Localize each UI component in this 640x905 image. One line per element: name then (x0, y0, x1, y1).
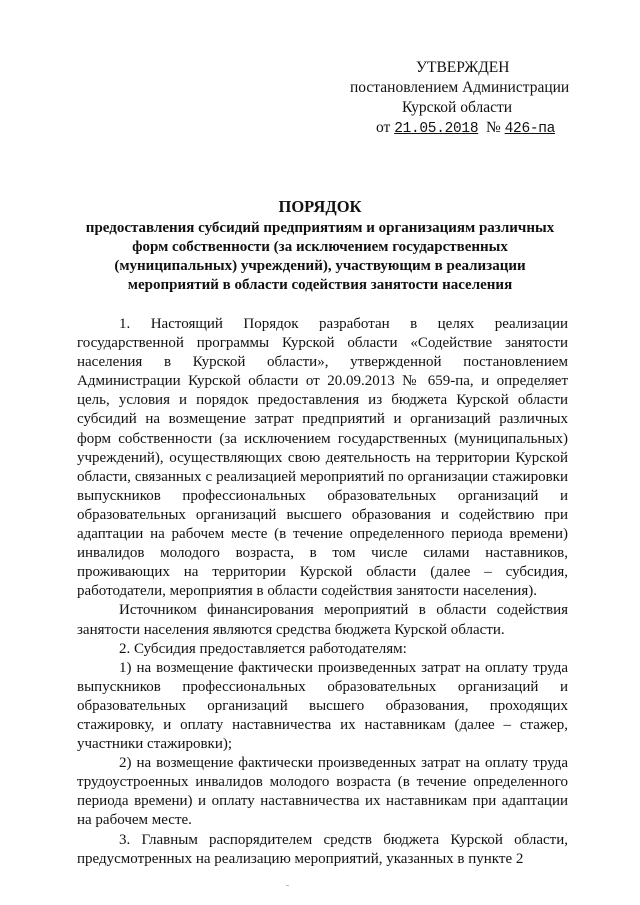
approval-date: 21.05.2018 (394, 121, 479, 137)
document-title: ПОРЯДОК (278, 197, 362, 216)
approval-date-line (350, 118, 580, 139)
from-label: от (376, 119, 391, 136)
document-heading (72, 196, 568, 295)
paragraph-2: Источником финансирования мероприятий в области содействия занятости населения являются средства бюджета Курской области. (77, 602, 568, 638)
heading-line-1: предоставления субсидий предприятиям и организациям различных (85, 220, 555, 236)
approval-line-1: постановлением Администрации (350, 79, 570, 96)
paragraph-6: 3. Главным распорядителем средств бюджета Курской области, предусмотренных на реализацию мероприятий, указанных в пункте 2 (77, 831, 568, 867)
paragraph-4: 1) на возмещение фактически произведенных затрат на оплату труда выпускников профессиональных образовательных организаций и образовательных организаций высшего образования, проходящих стажировку, и оплату наставничества их наставникам (далее – стажер, участники стажировки); (77, 659, 568, 753)
paragraph-5: 2) на возмещение фактически произведенных затрат на оплату труда трудоустроенных инвалидов молодого возраста (в течение определенного периода времени) и оплату наставничества их наставникам при адаптации на рабочем месте. (77, 755, 568, 829)
document-body (77, 315, 568, 869)
heading-line-3: (муниципальных) учреждений), участвующим в реализации (114, 258, 526, 274)
approval-number: 426-па (504, 121, 556, 137)
heading-line-2: форм собственности (за исключением государственных (132, 239, 508, 255)
approval-title: УТВЕРЖДЕН (416, 59, 510, 76)
paragraph-1: 1. Настоящий Порядок разработан в целях реализации государственной программы Курской области «Содействие занятости населения в Курской области», утвержденной постановлением Администрации Курской области от 20.09.2013 № 659-па, и определяет цель, условия и порядок предоставления из бюджета Курской области субсидий на возмещение затрат предприятий и организаций различных форм собственности (за исключением государственных (муниципальных) учреждений), осуществляющих свою деятельность на территории Курской области, связанных с реализацией мероприятий по организации стажировки выпускников профессиональных образовательных организаций и образовательных организаций высшего образования и содействию при адаптации на рабочем месте (в течение определенного периода времени) инвалидов молодого возраста, в том числе силами наставников, проживающих на территории Курской области (далее – субсидия, работодатели, мероприятия в области содействия занятости населения). (77, 316, 568, 600)
scan-speck (286, 885, 289, 886)
number-label: № (485, 119, 501, 136)
paragraph-3: 2. Субсидия предоставляется работодателям: (119, 640, 407, 657)
approval-block (350, 58, 580, 139)
heading-line-4: мероприятий в области содействия занятости населения (127, 277, 513, 293)
approval-line-2: Курской области (402, 99, 513, 116)
